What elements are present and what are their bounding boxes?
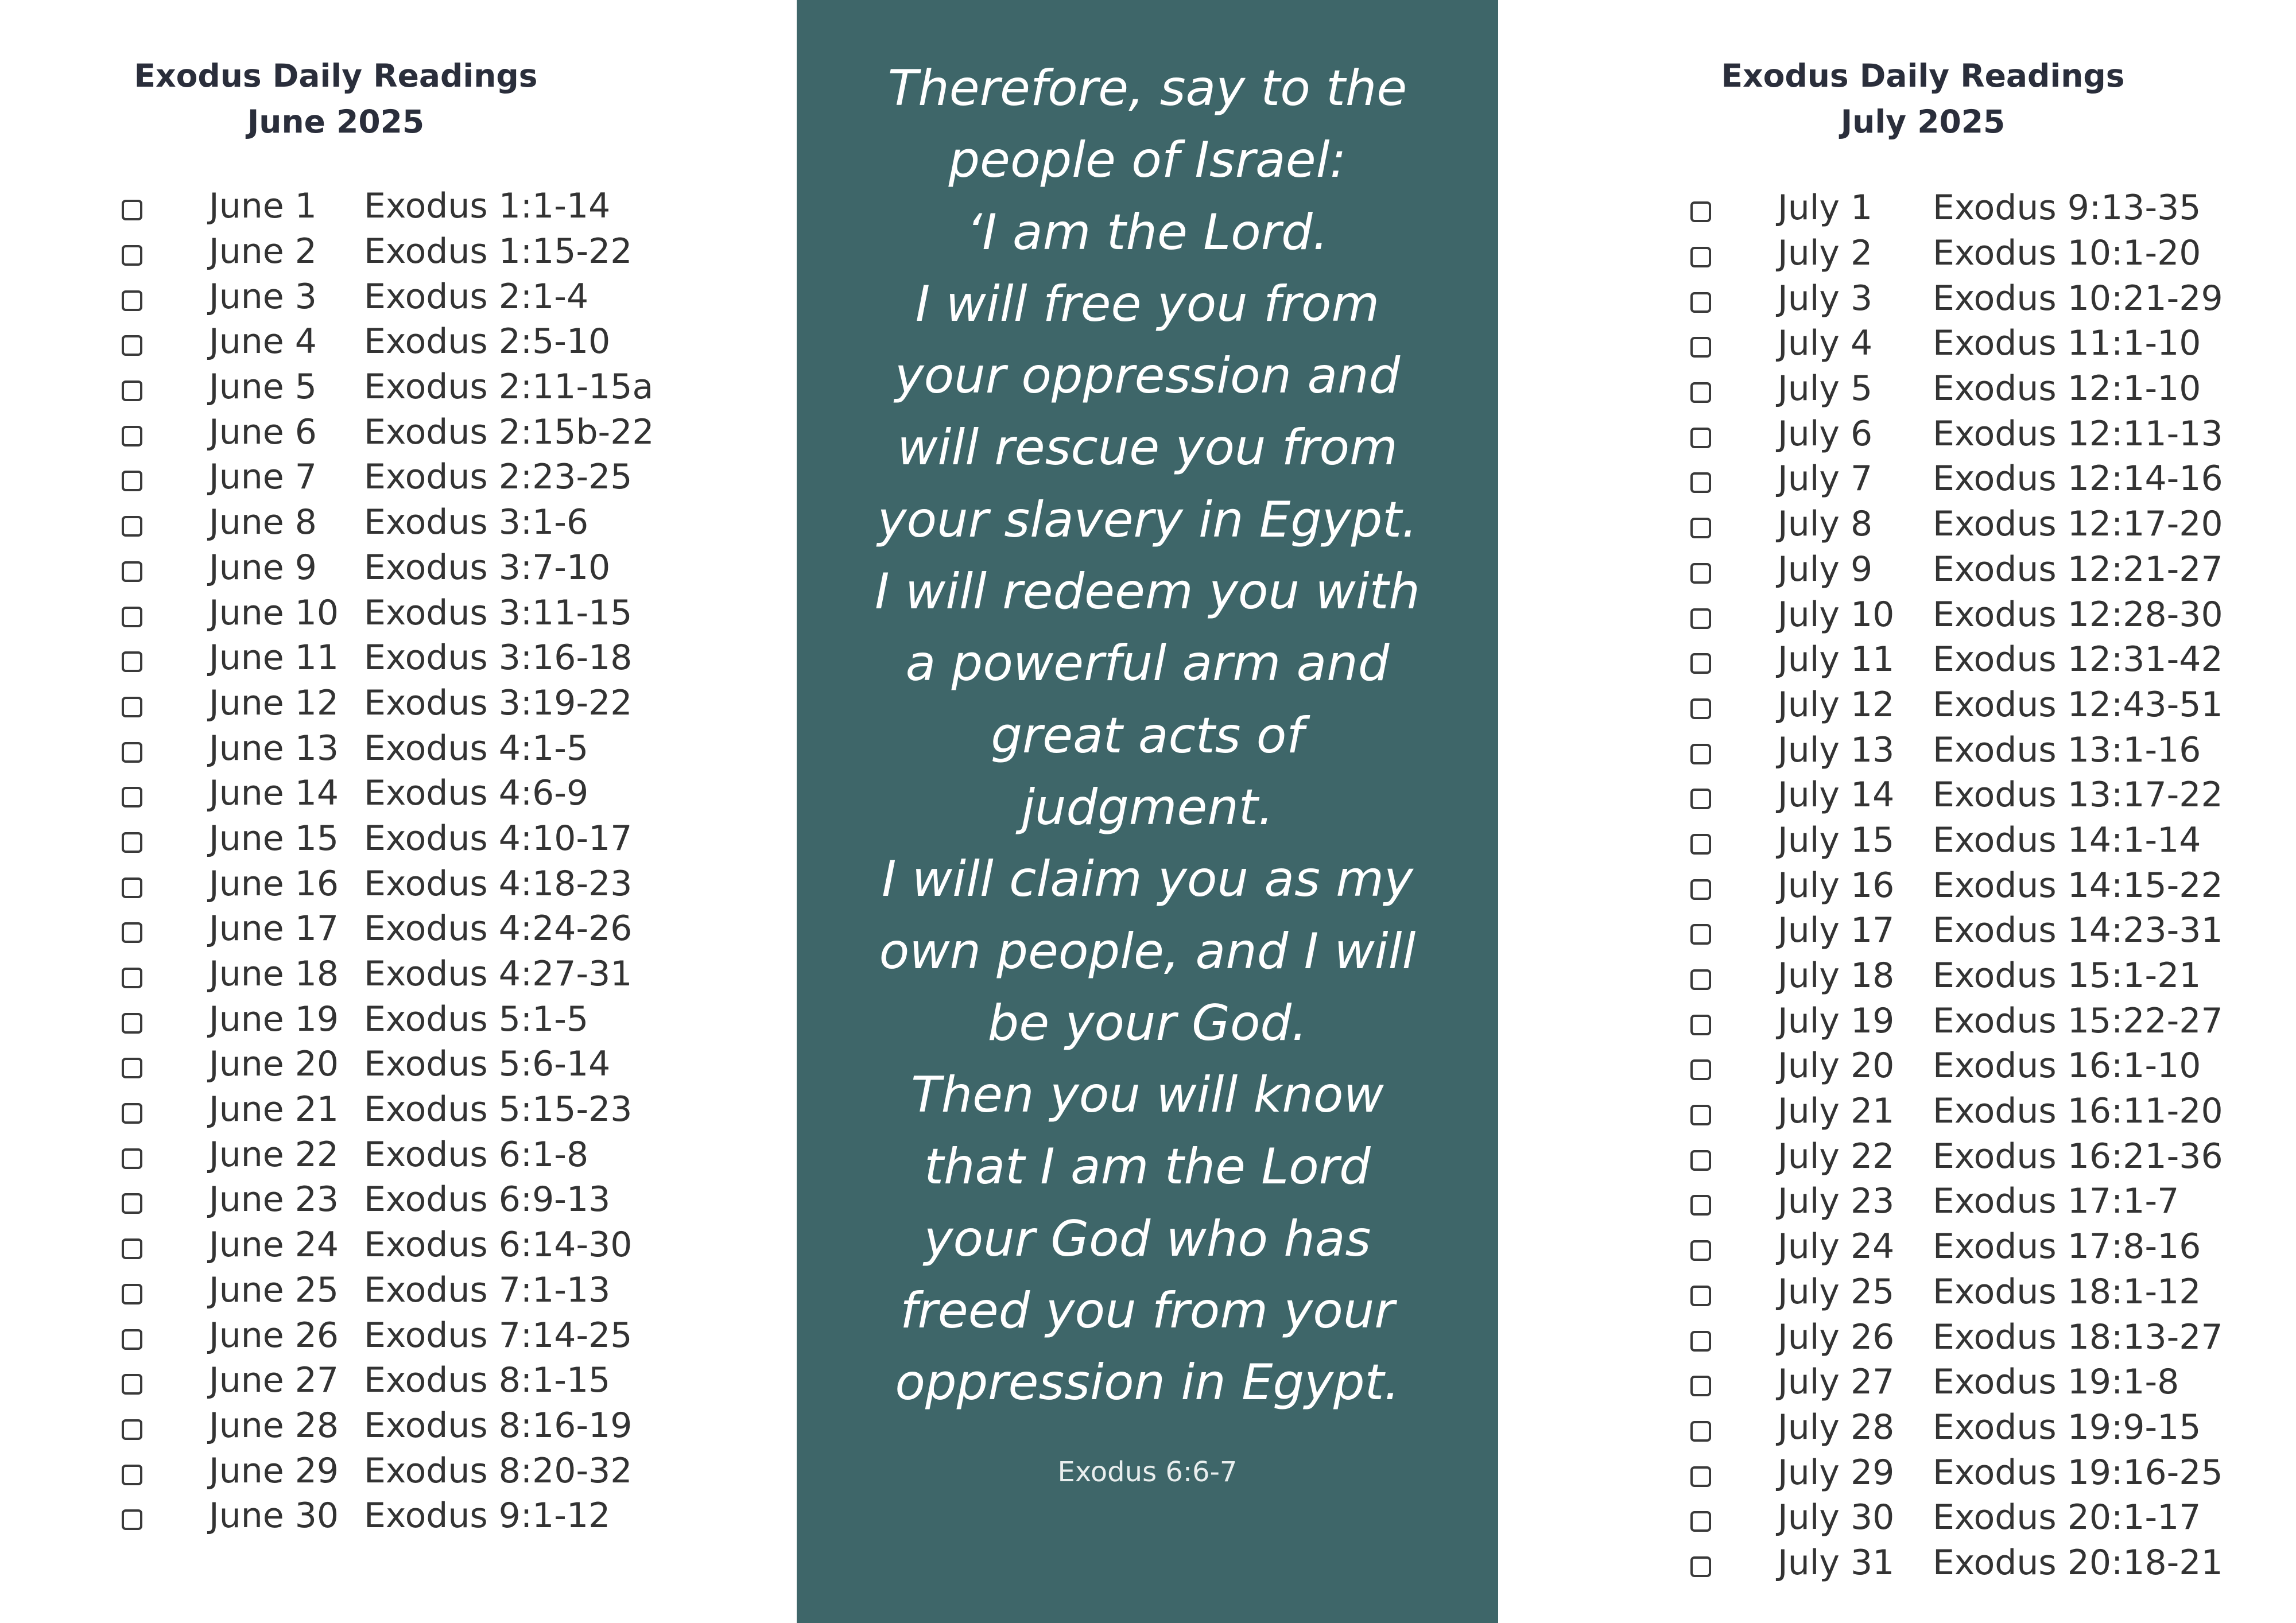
reading-row bbox=[1690, 321, 2223, 366]
reading-passage: Exodus 12:21-27 bbox=[1933, 549, 2223, 589]
reading-checkbox[interactable] bbox=[122, 1148, 142, 1169]
reading-row bbox=[1690, 863, 2223, 908]
reading-checkbox[interactable] bbox=[1690, 1511, 1711, 1532]
reading-date: July 30 bbox=[1778, 1497, 1895, 1538]
july-title-line1: Exodus Daily Readings bbox=[1721, 57, 2125, 94]
reading-passage: Exodus 19:16-25 bbox=[1933, 1452, 2223, 1493]
reading-checkbox[interactable] bbox=[1690, 834, 1711, 855]
verse-line: a powerful arm and bbox=[905, 635, 1390, 693]
reading-date: June 23 bbox=[209, 1179, 339, 1220]
reading-checkbox[interactable] bbox=[122, 335, 142, 356]
reading-passage: Exodus 6:1-8 bbox=[364, 1134, 589, 1175]
reading-row bbox=[122, 906, 654, 952]
reading-row bbox=[122, 1358, 654, 1403]
reading-date: July 24 bbox=[1778, 1226, 1895, 1267]
reading-date: June 18 bbox=[209, 954, 339, 995]
verse-line: I will claim you as my bbox=[882, 851, 1413, 908]
reading-passage: Exodus 2:15b-22 bbox=[364, 411, 654, 452]
reading-row bbox=[1690, 682, 2223, 728]
reading-date: June 11 bbox=[209, 638, 339, 678]
reading-date: July 13 bbox=[1778, 729, 1895, 770]
reading-row bbox=[1690, 547, 2223, 592]
reading-date: June 28 bbox=[209, 1405, 339, 1446]
july-panel-title bbox=[1507, 0, 2296, 145]
reading-checkbox[interactable] bbox=[1690, 1059, 1711, 1080]
verse-line: your God who has bbox=[924, 1210, 1371, 1268]
reading-row bbox=[1690, 908, 2223, 953]
reading-date: July 16 bbox=[1778, 865, 1895, 906]
reading-checkbox[interactable] bbox=[1690, 924, 1711, 945]
reading-date: July 26 bbox=[1778, 1317, 1895, 1357]
reading-row bbox=[122, 274, 654, 319]
verse-line: I will free you from bbox=[915, 275, 1380, 333]
verse-line: I will redeem you with bbox=[875, 563, 1420, 621]
reading-date: July 29 bbox=[1778, 1452, 1895, 1493]
reading-row bbox=[1690, 185, 2223, 231]
reading-checkbox[interactable] bbox=[1690, 472, 1711, 493]
reading-passage: Exodus 9:1-12 bbox=[364, 1496, 611, 1536]
reading-checkbox[interactable] bbox=[122, 922, 142, 943]
reading-passage: Exodus 12:11-13 bbox=[1933, 413, 2223, 454]
verse-line: judgment. bbox=[1021, 778, 1274, 836]
reading-checkbox[interactable] bbox=[1690, 969, 1711, 990]
verse-line: freed you from your bbox=[900, 1282, 1395, 1340]
reading-date: June 20 bbox=[209, 1044, 339, 1085]
reading-row bbox=[122, 590, 654, 635]
reading-checkbox[interactable] bbox=[122, 561, 142, 582]
verse-panel bbox=[797, 0, 1498, 1623]
reading-checkbox[interactable] bbox=[1690, 201, 1711, 222]
reading-checkbox[interactable] bbox=[122, 742, 142, 763]
reading-row bbox=[1690, 1269, 2223, 1315]
verse-reference: Exodus 6:6-7 bbox=[1057, 1456, 1238, 1488]
reading-date: July 31 bbox=[1778, 1542, 1895, 1583]
reading-date: July 15 bbox=[1778, 820, 1895, 860]
reading-passage: Exodus 12:14-16 bbox=[1933, 459, 2223, 499]
reading-passage: Exodus 20:18-21 bbox=[1933, 1542, 2223, 1583]
reading-date: July 7 bbox=[1778, 459, 1873, 499]
reading-row bbox=[122, 1448, 654, 1493]
reading-row bbox=[122, 1313, 654, 1358]
reading-checkbox[interactable] bbox=[1690, 1195, 1711, 1216]
reading-row bbox=[122, 545, 654, 591]
reading-row bbox=[122, 1177, 654, 1222]
reading-checkbox[interactable] bbox=[122, 651, 142, 672]
verse-line: great acts of bbox=[991, 706, 1304, 764]
reading-checkbox[interactable] bbox=[1690, 744, 1711, 764]
reading-row bbox=[1690, 727, 2223, 772]
reading-passage: Exodus 13:1-16 bbox=[1933, 729, 2201, 770]
reading-row bbox=[122, 996, 654, 1042]
june-panel-title bbox=[0, 0, 672, 145]
reading-checkbox[interactable] bbox=[122, 1193, 142, 1214]
reading-passage: Exodus 4:1-5 bbox=[364, 728, 589, 768]
reading-checkbox[interactable] bbox=[122, 832, 142, 853]
reading-passage: Exodus 1:1-14 bbox=[364, 186, 611, 227]
reading-passage: Exodus 13:17-22 bbox=[1933, 775, 2223, 816]
reading-passage: Exodus 5:15-23 bbox=[364, 1089, 633, 1130]
reading-checkbox[interactable] bbox=[1690, 1286, 1711, 1306]
reading-date: June 14 bbox=[209, 773, 339, 814]
reading-checkbox[interactable] bbox=[1690, 1331, 1711, 1352]
reading-passage: Exodus 3:1-6 bbox=[364, 502, 589, 543]
reading-checkbox[interactable] bbox=[122, 697, 142, 717]
reading-row bbox=[122, 319, 654, 364]
reading-row bbox=[122, 1087, 654, 1132]
reading-row bbox=[1690, 1450, 2223, 1495]
reading-passage: Exodus 12:17-20 bbox=[1933, 504, 2223, 545]
reading-passage: Exodus 4:6-9 bbox=[364, 773, 589, 814]
reading-checkbox[interactable] bbox=[1690, 653, 1711, 674]
reading-date: June 26 bbox=[209, 1315, 339, 1356]
reading-passage: Exodus 10:21-29 bbox=[1933, 278, 2223, 319]
reading-passage: Exodus 3:19-22 bbox=[364, 682, 633, 723]
reading-passage: Exodus 14:15-22 bbox=[1933, 865, 2223, 906]
reading-row bbox=[1690, 1360, 2223, 1405]
reading-date: July 20 bbox=[1778, 1046, 1895, 1086]
reading-row bbox=[1690, 275, 2223, 321]
reading-checkbox[interactable] bbox=[1690, 518, 1711, 538]
reading-date: June 27 bbox=[209, 1360, 339, 1401]
reading-passage: Exodus 8:20-32 bbox=[364, 1450, 633, 1491]
reading-row bbox=[1690, 1314, 2223, 1360]
reading-date: June 21 bbox=[209, 1089, 339, 1130]
reading-checkbox[interactable] bbox=[1690, 1466, 1711, 1487]
reading-checkbox[interactable] bbox=[122, 787, 142, 807]
reading-row bbox=[122, 1222, 654, 1268]
reading-passage: Exodus 9:13-35 bbox=[1933, 188, 2201, 228]
reading-checkbox[interactable] bbox=[122, 607, 142, 627]
reading-date: July 23 bbox=[1778, 1181, 1895, 1222]
reading-row bbox=[1690, 1540, 2223, 1586]
reading-checkbox[interactable] bbox=[122, 290, 142, 311]
reading-date: June 12 bbox=[209, 682, 339, 723]
reading-row bbox=[122, 816, 654, 861]
reading-passage: Exodus 14:1-14 bbox=[1933, 820, 2201, 860]
reading-passage: Exodus 4:27-31 bbox=[364, 954, 633, 995]
reading-passage: Exodus 18:1-12 bbox=[1933, 1271, 2201, 1312]
reading-passage: Exodus 19:9-15 bbox=[1933, 1407, 2201, 1447]
reading-passage: Exodus 12:31-42 bbox=[1933, 639, 2223, 680]
reading-date: June 17 bbox=[209, 908, 339, 949]
verse-line: your slavery in Egypt. bbox=[877, 491, 1418, 549]
reading-checkbox[interactable] bbox=[122, 1419, 142, 1440]
reading-row bbox=[122, 1042, 654, 1087]
reading-date: July 18 bbox=[1778, 956, 1895, 996]
reading-passage: Exodus 4:18-23 bbox=[364, 863, 633, 904]
reading-row bbox=[122, 229, 654, 274]
verse-line: Then you will know bbox=[911, 1066, 1384, 1124]
reading-date: June 2 bbox=[209, 231, 317, 272]
reading-passage: Exodus 8:16-19 bbox=[364, 1405, 633, 1446]
reading-date: June 9 bbox=[209, 547, 317, 588]
reading-date: July 12 bbox=[1778, 684, 1895, 725]
verse-line: Therefore, say to the bbox=[887, 60, 1407, 117]
reading-checkbox[interactable] bbox=[122, 968, 142, 988]
reading-row bbox=[1690, 953, 2223, 999]
reading-date: July 11 bbox=[1778, 639, 1895, 680]
july-title-line2: July 2025 bbox=[1840, 103, 2006, 140]
reading-passage: Exodus 16:1-10 bbox=[1933, 1046, 2201, 1086]
reading-passage: Exodus 19:1-8 bbox=[1933, 1362, 2179, 1403]
reading-date: July 25 bbox=[1778, 1271, 1895, 1312]
reading-row bbox=[1690, 772, 2223, 818]
reading-passage: Exodus 2:1-4 bbox=[364, 276, 589, 317]
reading-passage: Exodus 7:1-13 bbox=[364, 1269, 611, 1310]
reading-row bbox=[1690, 502, 2223, 547]
reading-date: June 3 bbox=[209, 276, 317, 317]
reading-passage: Exodus 16:11-20 bbox=[1933, 1091, 2223, 1132]
verse-line: own people, and I will bbox=[879, 922, 1416, 980]
reading-passage: Exodus 17:1-7 bbox=[1933, 1181, 2179, 1222]
reading-checkbox[interactable] bbox=[1690, 563, 1711, 584]
verse-line: people of Israel: bbox=[948, 131, 1347, 189]
reading-checkbox[interactable] bbox=[122, 1329, 142, 1350]
reading-row bbox=[122, 1132, 654, 1177]
reading-checkbox[interactable] bbox=[122, 1374, 142, 1395]
reading-date: July 1 bbox=[1778, 188, 1873, 228]
reading-row bbox=[1690, 231, 2223, 276]
reading-date: July 4 bbox=[1778, 323, 1873, 364]
reading-checkbox[interactable] bbox=[122, 516, 142, 537]
reading-checkbox[interactable] bbox=[122, 1103, 142, 1124]
reading-checkbox[interactable] bbox=[122, 245, 142, 266]
reading-checkbox[interactable] bbox=[122, 471, 142, 491]
reading-passage: Exodus 12:28-30 bbox=[1933, 594, 2223, 635]
reading-row bbox=[1690, 1224, 2223, 1269]
reading-date: June 10 bbox=[209, 592, 339, 633]
reading-date: July 28 bbox=[1778, 1407, 1895, 1447]
reading-checkbox[interactable] bbox=[1690, 789, 1711, 809]
reading-row bbox=[1690, 1043, 2223, 1089]
reading-passage: Exodus 2:11-15a bbox=[364, 367, 654, 407]
reading-passage: Exodus 6:14-30 bbox=[364, 1225, 633, 1265]
reading-date: June 30 bbox=[209, 1496, 339, 1536]
reading-passage: Exodus 15:1-21 bbox=[1933, 956, 2201, 996]
reading-checkbox[interactable] bbox=[1690, 1015, 1711, 1035]
reading-checkbox[interactable] bbox=[122, 426, 142, 446]
reading-passage: Exodus 10:1-20 bbox=[1933, 233, 2201, 274]
verse-text bbox=[797, 53, 1498, 1419]
reading-date: July 21 bbox=[1778, 1091, 1895, 1132]
verse-line: be your God. bbox=[987, 994, 1308, 1052]
reading-date: June 1 bbox=[209, 186, 317, 227]
reading-date: June 7 bbox=[209, 457, 317, 498]
reading-checkbox[interactable] bbox=[1690, 382, 1711, 403]
reading-checkbox[interactable] bbox=[122, 877, 142, 898]
reading-checkbox[interactable] bbox=[1690, 879, 1711, 900]
reading-row bbox=[1690, 818, 2223, 863]
reading-row bbox=[122, 1403, 654, 1449]
reading-passage: Exodus 1:15-22 bbox=[364, 231, 633, 272]
reading-date: June 24 bbox=[209, 1225, 339, 1265]
reading-date: June 29 bbox=[209, 1450, 339, 1491]
reading-row bbox=[122, 455, 654, 500]
reading-date: July 22 bbox=[1778, 1136, 1895, 1177]
reading-date: July 14 bbox=[1778, 775, 1895, 816]
reading-date: June 16 bbox=[209, 863, 339, 904]
reading-date: June 22 bbox=[209, 1134, 339, 1175]
reading-checkbox[interactable] bbox=[1690, 1150, 1711, 1171]
reading-passage: Exodus 2:23-25 bbox=[364, 457, 633, 498]
reading-passage: Exodus 4:10-17 bbox=[364, 818, 633, 859]
july-readings-panel bbox=[1507, 0, 2296, 145]
reading-date: July 27 bbox=[1778, 1362, 1895, 1403]
reading-date: June 8 bbox=[209, 502, 317, 543]
reading-passage: Exodus 3:7-10 bbox=[364, 547, 611, 588]
june-title-line2: June 2025 bbox=[247, 103, 425, 140]
reading-passage: Exodus 2:5-10 bbox=[364, 321, 611, 362]
reading-date: June 6 bbox=[209, 411, 317, 452]
reading-row bbox=[1690, 1405, 2223, 1450]
verse-line: oppression in Egypt. bbox=[895, 1354, 1400, 1412]
reading-passage: Exodus 16:21-36 bbox=[1933, 1136, 2223, 1177]
reading-passage: Exodus 12:1-10 bbox=[1933, 368, 2201, 409]
reading-checkbox[interactable] bbox=[122, 1465, 142, 1485]
reading-passage: Exodus 5:1-5 bbox=[364, 999, 589, 1039]
verse-line: ‘I am the Lord. bbox=[966, 203, 1329, 261]
reading-checkbox[interactable] bbox=[1690, 1240, 1711, 1261]
reading-checkbox[interactable] bbox=[122, 380, 142, 401]
reading-passage: Exodus 7:14-25 bbox=[364, 1315, 633, 1356]
reading-checkbox[interactable] bbox=[1690, 337, 1711, 358]
reading-row bbox=[1690, 998, 2223, 1043]
reading-date: July 10 bbox=[1778, 594, 1895, 635]
reading-row bbox=[1690, 1133, 2223, 1179]
reading-passage: Exodus 8:1-15 bbox=[364, 1360, 611, 1401]
june-title-line1: Exodus Daily Readings bbox=[134, 57, 538, 94]
reading-checkbox[interactable] bbox=[122, 1509, 142, 1530]
reading-date: July 5 bbox=[1778, 368, 1873, 409]
reading-passage: Exodus 5:6-14 bbox=[364, 1044, 611, 1085]
reading-checkbox[interactable] bbox=[1690, 1105, 1711, 1125]
reading-date: July 9 bbox=[1778, 549, 1873, 589]
reading-checkbox[interactable] bbox=[1690, 1556, 1711, 1577]
reading-row bbox=[122, 681, 654, 726]
reading-row bbox=[1690, 1179, 2223, 1224]
reading-checkbox[interactable] bbox=[122, 1058, 142, 1078]
reading-checkbox[interactable] bbox=[1690, 1376, 1711, 1396]
reading-row bbox=[122, 952, 654, 997]
reading-row bbox=[122, 184, 654, 229]
reading-passage: Exodus 20:1-17 bbox=[1933, 1497, 2201, 1538]
reading-checkbox[interactable] bbox=[1690, 698, 1711, 719]
reading-checkbox[interactable] bbox=[1690, 247, 1711, 267]
reading-passage: Exodus 15:22-27 bbox=[1933, 1000, 2223, 1041]
reading-date: June 19 bbox=[209, 999, 339, 1039]
reading-date: June 4 bbox=[209, 321, 317, 362]
reading-checkbox[interactable] bbox=[122, 200, 142, 220]
reading-checkbox[interactable] bbox=[1690, 608, 1711, 629]
reading-passage: Exodus 4:24-26 bbox=[364, 908, 633, 949]
reading-date: July 8 bbox=[1778, 504, 1873, 545]
reading-row bbox=[1690, 1089, 2223, 1134]
reading-passage: Exodus 6:9-13 bbox=[364, 1179, 611, 1220]
reading-row bbox=[122, 409, 654, 455]
reading-row bbox=[122, 1493, 654, 1539]
reading-checkbox[interactable] bbox=[122, 1238, 142, 1259]
reading-row bbox=[1690, 592, 2223, 637]
verse-line: will rescue you from bbox=[897, 419, 1398, 477]
reading-row bbox=[122, 725, 654, 771]
reading-row bbox=[1690, 411, 2223, 456]
reading-passage: Exodus 3:11-15 bbox=[364, 592, 633, 633]
reading-checkbox[interactable] bbox=[1690, 292, 1711, 313]
reading-date: July 19 bbox=[1778, 1000, 1895, 1041]
verse-line: that I am the Lord bbox=[924, 1138, 1371, 1196]
june-reading-list bbox=[122, 184, 654, 1539]
reading-date: July 17 bbox=[1778, 910, 1895, 951]
reading-checkbox[interactable] bbox=[1690, 428, 1711, 448]
reading-date: July 2 bbox=[1778, 233, 1873, 274]
reading-checkbox[interactable] bbox=[122, 1284, 142, 1304]
reading-row bbox=[122, 1268, 654, 1313]
reading-date: June 25 bbox=[209, 1269, 339, 1310]
reading-passage: Exodus 18:13-27 bbox=[1933, 1317, 2223, 1357]
june-readings-panel bbox=[0, 0, 804, 145]
reading-passage: Exodus 12:43-51 bbox=[1933, 684, 2223, 725]
reading-row bbox=[122, 364, 654, 410]
reading-passage: Exodus 3:16-18 bbox=[364, 638, 633, 678]
reading-row bbox=[122, 500, 654, 545]
verse-line: your oppression and bbox=[894, 347, 1401, 405]
reading-checkbox[interactable] bbox=[1690, 1421, 1711, 1442]
july-reading-list bbox=[1690, 185, 2223, 1585]
reading-row bbox=[1690, 366, 2223, 411]
reading-date: June 15 bbox=[209, 818, 339, 859]
reading-passage: Exodus 17:8-16 bbox=[1933, 1226, 2201, 1267]
reading-row bbox=[122, 771, 654, 816]
reading-date: July 3 bbox=[1778, 278, 1873, 319]
reading-row bbox=[1690, 1495, 2223, 1540]
reading-date: July 6 bbox=[1778, 413, 1873, 454]
reading-row bbox=[1690, 456, 2223, 502]
reading-passage: Exodus 14:23-31 bbox=[1933, 910, 2223, 951]
reading-row bbox=[1690, 637, 2223, 682]
reading-checkbox[interactable] bbox=[122, 1013, 142, 1034]
reading-row bbox=[122, 635, 654, 681]
reading-date: June 5 bbox=[209, 367, 317, 407]
reading-date: June 13 bbox=[209, 728, 339, 768]
reading-row bbox=[122, 861, 654, 906]
reading-passage: Exodus 11:1-10 bbox=[1933, 323, 2201, 364]
